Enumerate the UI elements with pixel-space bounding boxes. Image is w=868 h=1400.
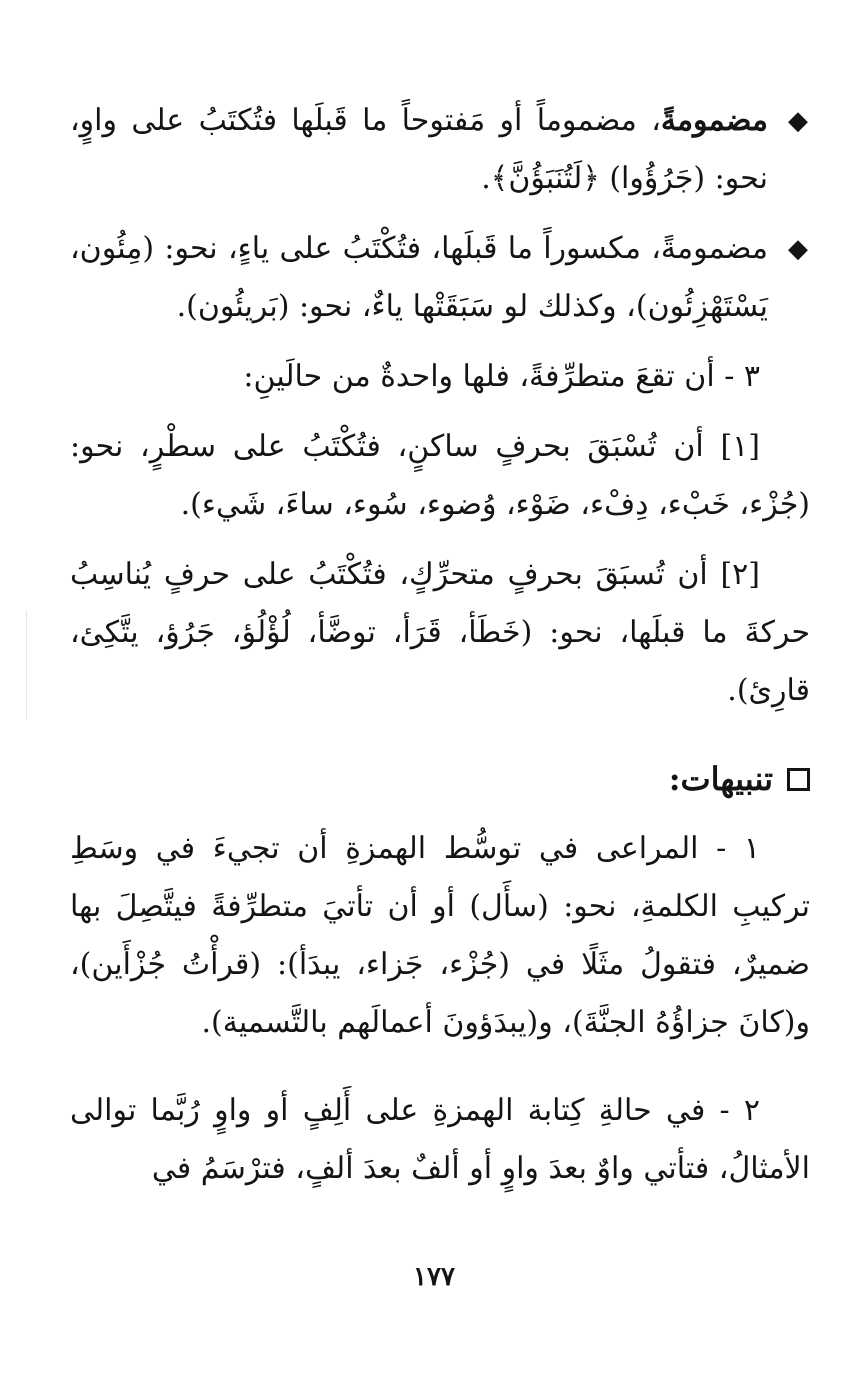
bullet-1-bold-word: مضمومةً [660,103,768,138]
section-heading [70,750,810,808]
checkbox-square-icon [787,768,810,791]
note-2-paragraph: ٢ - في حالةِ كِتابة الهمزةِ على أَلِفٍ أو واوٍ رُبَّما توالى الأمثالُ، فتأتي واوٌ بعدَ واوٍ أو ألفٌ بعدَ ألفٍ، فترْسَمُ في [70,1093,810,1186]
diamond-bullet-icon: ◆ [788,106,808,136]
case-2-paragraph: [٢] أن تُسبَقَ بحرفٍ متحرِّكٍ، فتُكْتَبُ على حرفٍ يُناسِبُ حركةَ ما قبلَها، نحو: (خَطَأ، قَرَأ، توضَّأ، لُؤْلُؤ، جَرُؤ، يتَّكِئ، قارِئ). [70,557,810,708]
bullet-1-rest: ، مضموماً أو مَفتوحاً ما قَبلَها فتُكتَبُ على واوٍ، نحو: (جَرُؤُوا) ﴿لَتُنَبَؤُنَّ﴾. [70,103,768,196]
note-1-paragraph: ١ - المراعى في توسُّط الهمزةِ أن تجيءَ في وسَطِ تركيبِ الكلمةِ، نحو: (سأَل) أو أن تأتيَ متطرِّفةً فيتَّصِلَ بها ضميرٌ، فتقولُ مثَلًا في (جُزْء، جَزاء، يبدَأ): (قرأْتُ جُزْأَين)، و(كانَ جزاؤُهُ الجنَّةَ)، و(يبدَؤونَ أعمالَهم بالتَّسمية). [70,831,810,1040]
bullet-item-2 [70,220,810,336]
section-heading-label: تنبيهات: [668,760,773,798]
page-body [70,92,810,1198]
page-number: ١٧٧ [413,1262,455,1292]
case-1-paragraph: [١] أن تُسْبَقَ بحرفٍ ساكنٍ، فتُكْتَبُ على سطْرٍ، نحو: (جُزْء، خَبْء، دِفْء، ضَوْء، وُضوء، سُوء، ساءَ، شَيء). [70,429,810,522]
bullet-item-1 [70,92,810,208]
item-3-paragraph: ٣ - أن تقعَ متطرِّفةً، فلها واحدةٌ من حالَينِ: [243,359,760,394]
diamond-bullet-icon: ◆ [788,234,808,264]
bullet-2-text: مضمومةً، مكسوراً ما قَبلَها، فتُكْتَبُ على ياءٍ، نحو: (مِئُون، يَسْتَهْزِئُون)، وكذلك لو سَبَقَتْها ياءٌ، نحو: (بَريئُون). [70,231,768,324]
margin-rule [26,610,27,720]
bullet-1-text [70,92,768,208]
